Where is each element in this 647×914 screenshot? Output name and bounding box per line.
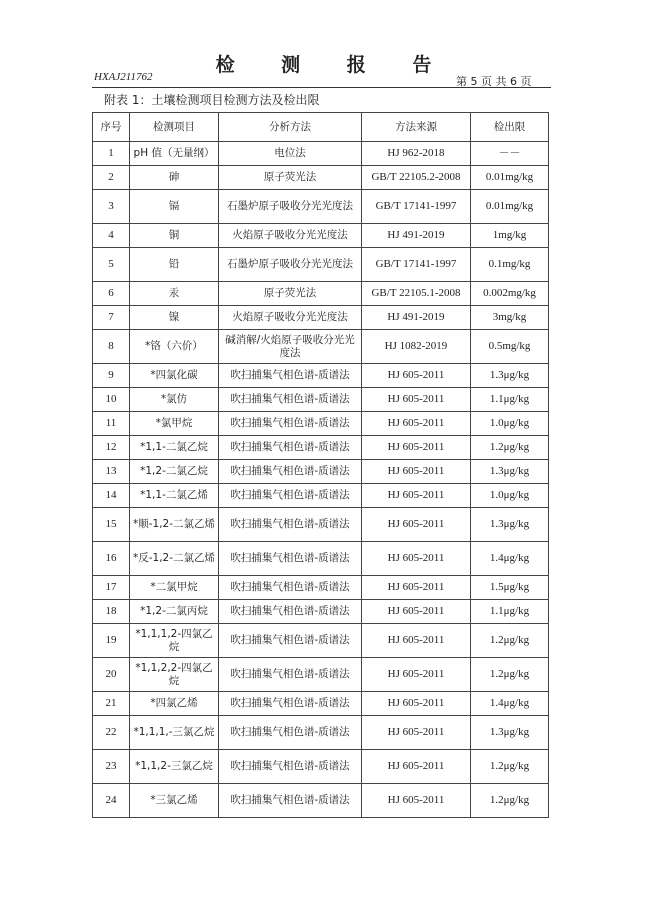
cell-no: 19 [93,624,130,658]
report-number: HXAJ211762 [94,71,153,83]
cell-limit: 0.002mg/kg [471,282,549,306]
table-body [93,142,549,818]
cell-limit: 1.0μg/kg [471,484,549,508]
cell-source: HJ 605-2011 [362,388,471,412]
cell-source: HJ 605-2011 [362,508,471,542]
cell-item: *1,1,2,2-四氯乙烷 [130,658,219,692]
cell-method: 吹扫捕集气相色谱-质谱法 [219,542,362,576]
cell-no: 21 [93,692,130,716]
cell-method: 吹扫捕集气相色谱-质谱法 [219,388,362,412]
table-row [93,248,549,282]
cell-item: pH 值（无量纲） [130,142,219,166]
table-row [93,436,549,460]
cell-source: HJ 605-2011 [362,412,471,436]
cell-method: 吹扫捕集气相色谱-质谱法 [219,624,362,658]
cell-limit: 0.5mg/kg [471,330,549,364]
cell-source: HJ 605-2011 [362,542,471,576]
column-header-source: 方法来源 [362,113,471,142]
cell-limit: 1.2μg/kg [471,624,549,658]
cell-item: *1,2-二氯乙烷 [130,460,219,484]
table-row [93,750,549,784]
cell-source: HJ 1082-2019 [362,330,471,364]
cell-source: HJ 605-2011 [362,658,471,692]
cell-item: *氯甲烷 [130,412,219,436]
cell-source: GB/T 22105.2-2008 [362,166,471,190]
cell-method: 吹扫捕集气相色谱-质谱法 [219,436,362,460]
cell-method: 电位法 [219,142,362,166]
cell-method: 石墨炉原子吸收分光光度法 [219,248,362,282]
cell-limit: 1.2μg/kg [471,436,549,460]
table-row [93,142,549,166]
cell-limit: 1.4μg/kg [471,692,549,716]
cell-item: *反-1,2-二氯乙烯 [130,542,219,576]
table-row [93,784,549,818]
cell-item: *三氯乙烯 [130,784,219,818]
cell-limit: 1.0μg/kg [471,412,549,436]
cell-source: GB/T 17141-1997 [362,190,471,224]
cell-no: 8 [93,330,130,364]
cell-no: 5 [93,248,130,282]
cell-method: 石墨炉原子吸收分光光度法 [219,190,362,224]
cell-method: 吹扫捕集气相色谱-质谱法 [219,600,362,624]
cell-limit: 1.2μg/kg [471,750,549,784]
table-row [93,364,549,388]
cell-item: *顺-1,2-二氯乙烯 [130,508,219,542]
cell-source: HJ 605-2011 [362,484,471,508]
cell-method: 吹扫捕集气相色谱-质谱法 [219,364,362,388]
cell-item: *二氯甲烷 [130,576,219,600]
header-divider [92,87,551,88]
table-row [93,484,549,508]
cell-limit: 0.01mg/kg [471,166,549,190]
cell-limit: 0.01mg/kg [471,190,549,224]
cell-no: 15 [93,508,130,542]
cell-item: 砷 [130,166,219,190]
cell-no: 3 [93,190,130,224]
table-row [93,576,549,600]
cell-source: HJ 605-2011 [362,364,471,388]
cell-limit: 1.3μg/kg [471,364,549,388]
cell-method: 吹扫捕集气相色谱-质谱法 [219,692,362,716]
cell-limit: 1.3μg/kg [471,716,549,750]
cell-item: *1,1,1,-三氯乙烷 [130,716,219,750]
cell-item: *1,1-二氯乙烯 [130,484,219,508]
column-header-item: 检测项目 [130,113,219,142]
cell-no: 10 [93,388,130,412]
column-header-no: 序号 [93,113,130,142]
cell-method: 吹扫捕集气相色谱-质谱法 [219,576,362,600]
table-row [93,460,549,484]
cell-source: HJ 962-2018 [362,142,471,166]
cell-no: 6 [93,282,130,306]
cell-method: 火焰原子吸收分光光度法 [219,306,362,330]
cell-method: 吹扫捕集气相色谱-质谱法 [219,784,362,818]
cell-method: 原子荧光法 [219,166,362,190]
cell-source: GB/T 17141-1997 [362,248,471,282]
table-row [93,692,549,716]
cell-no: 11 [93,412,130,436]
cell-method: 火焰原子吸收分光光度法 [219,224,362,248]
page-indicator: 第 5 页 共 6 页 [456,75,532,88]
table-row [93,166,549,190]
cell-no: 23 [93,750,130,784]
cell-item: 汞 [130,282,219,306]
detection-methods-table [92,112,549,818]
cell-source: HJ 605-2011 [362,600,471,624]
cell-method: 吹扫捕集气相色谱-质谱法 [219,658,362,692]
cell-item: 镍 [130,306,219,330]
cell-item: *四氯化碳 [130,364,219,388]
table-row [93,330,549,364]
cell-limit: 1.3μg/kg [471,508,549,542]
cell-no: 1 [93,142,130,166]
table-row [93,388,549,412]
cell-limit: 1mg/kg [471,224,549,248]
cell-item: *1,1,2-三氯乙烷 [130,750,219,784]
table-row [93,224,549,248]
cell-source: GB/T 22105.1-2008 [362,282,471,306]
cell-limit: 0.1mg/kg [471,248,549,282]
cell-limit: 1.1μg/kg [471,388,549,412]
cell-source: HJ 605-2011 [362,784,471,818]
cell-source: HJ 605-2011 [362,460,471,484]
cell-method: 吹扫捕集气相色谱-质谱法 [219,508,362,542]
table-row [93,282,549,306]
cell-source: HJ 491-2019 [362,306,471,330]
cell-no: 4 [93,224,130,248]
cell-item: 铅 [130,248,219,282]
cell-item: *铬（六价） [130,330,219,364]
cell-no: 9 [93,364,130,388]
cell-item: *1,1,1,2-四氯乙烷 [130,624,219,658]
cell-item: *1,1-二氯乙烷 [130,436,219,460]
cell-limit: 1.2μg/kg [471,658,549,692]
cell-source: HJ 605-2011 [362,624,471,658]
cell-source: HJ 605-2011 [362,750,471,784]
cell-source: HJ 491-2019 [362,224,471,248]
cell-no: 2 [93,166,130,190]
cell-source: HJ 605-2011 [362,692,471,716]
cell-limit: 1.1μg/kg [471,600,549,624]
cell-item: *1,2-二氯丙烷 [130,600,219,624]
table-row [93,190,549,224]
cell-limit: 1.3μg/kg [471,460,549,484]
table-row [93,600,549,624]
cell-limit: 1.4μg/kg [471,542,549,576]
cell-no: 16 [93,542,130,576]
cell-no: 24 [93,784,130,818]
cell-limit: 1.5μg/kg [471,576,549,600]
table-header-row [93,113,549,142]
cell-no: 12 [93,436,130,460]
cell-method: 吹扫捕集气相色谱-质谱法 [219,484,362,508]
cell-limit: 3mg/kg [471,306,549,330]
table-row [93,508,549,542]
cell-item: *四氯乙烯 [130,692,219,716]
report-title: 检 测 报 告 [215,54,452,76]
table-row [93,542,549,576]
column-header-limit: 检出限 [471,113,549,142]
cell-method: 原子荧光法 [219,282,362,306]
cell-no: 17 [93,576,130,600]
table-row [93,658,549,692]
cell-method: 吹扫捕集气相色谱-质谱法 [219,460,362,484]
cell-method: 碱消解/火焰原子吸收分光光度法 [219,330,362,364]
table-row [93,716,549,750]
cell-method: 吹扫捕集气相色谱-质谱法 [219,412,362,436]
table-caption: 附表 1：土壤检测项目检测方法及检出限 [104,93,320,107]
table-row [93,306,549,330]
cell-no: 18 [93,600,130,624]
cell-method: 吹扫捕集气相色谱-质谱法 [219,716,362,750]
cell-no: 7 [93,306,130,330]
cell-method: 吹扫捕集气相色谱-质谱法 [219,750,362,784]
cell-item: 铜 [130,224,219,248]
cell-no: 22 [93,716,130,750]
cell-source: HJ 605-2011 [362,716,471,750]
cell-limit: －－ [471,142,549,166]
cell-source: HJ 605-2011 [362,576,471,600]
table-row [93,624,549,658]
cell-source: HJ 605-2011 [362,436,471,460]
cell-limit: 1.2μg/kg [471,784,549,818]
cell-no: 20 [93,658,130,692]
cell-no: 13 [93,460,130,484]
table-row [93,412,549,436]
column-header-method: 分析方法 [219,113,362,142]
cell-no: 14 [93,484,130,508]
cell-item: 镉 [130,190,219,224]
cell-item: *氯仿 [130,388,219,412]
